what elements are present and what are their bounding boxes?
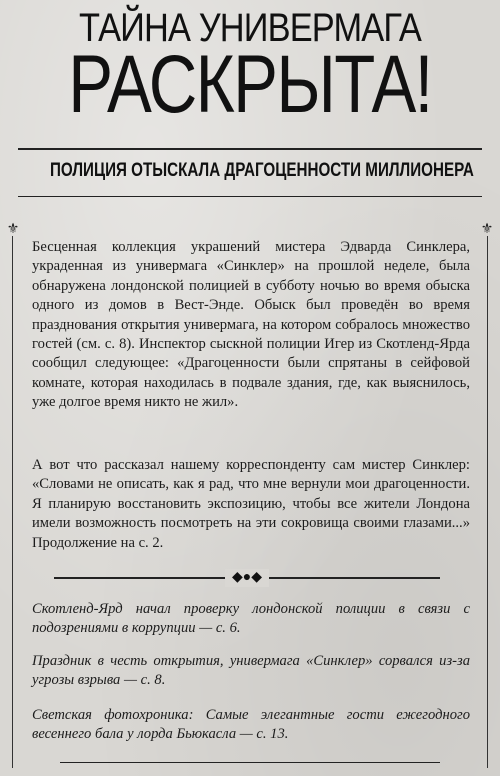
article-paragraph: А вот что рассказал нашему корреспонденту сам мистер Синклер: «Словами не описать, как я рад, что мне вернули мои драгоценности. Я планирую восстановить экспозицию, чтобы все жители Лондона имели возможность посмотреть на эти сокровища своими глазами...» Продолжение на с. 2. [32,457,470,551]
subheadline: ПОЛИЦИЯ ОТЫСКАЛА ДРАГОЦЕННОСТИ МИЛЛИОНЕРА [50,160,474,181]
article-paragraph: Бесценная коллекция украшений мистера Эдварда Синклера, украденная из универмага «Синклер» на прошлой неделе, была обнаружена лондонской полицией в субботу ночью во время обыска одного из домов в Вест-Энде. Обыск был проведён во время празднования открытия универмага, на котором собралось множество гостей (см. с. 8). Инспектор сыскной полиции Игер из Скотленд-Ярда сообщил следующее: «Драгоценности были спрятаны в сейфовой комнате, которая находилась в подвале здания, где, как выяснилось, уже долгое время никто не жил». [32,239,470,411]
divider-line [60,762,440,763]
teaser-item: Праздник в честь открытия, универмага «Синклер» сорвался из-за угрозы взрыва — с. 8. [32,653,470,689]
headline-top: ТАЙНА УНИВЕРМАГА [79,6,421,50]
fleur-finial-icon: ⚜ [480,222,494,237]
column-border-left [12,236,13,768]
column-border-right [487,236,488,768]
ornamental-divider [60,758,440,768]
divider [18,196,482,197]
headline-main: РАСКРЫТА! [68,39,432,130]
teaser-item: Светская фотохроника: Самые элегантные гости ежегодного весеннего бала у лорда Бьюкасла — с. 13. [32,707,470,743]
ornamental-divider [54,572,440,584]
divider [18,148,482,150]
fleur-finial-icon: ⚜ [6,222,20,237]
diamond-ornament-icon: ◆●◆ [225,569,269,587]
teaser-item: Скотленд-Ярд начал проверку лондонской полиции в связи с подозрениями в коррупции — с. 6. [32,601,470,637]
